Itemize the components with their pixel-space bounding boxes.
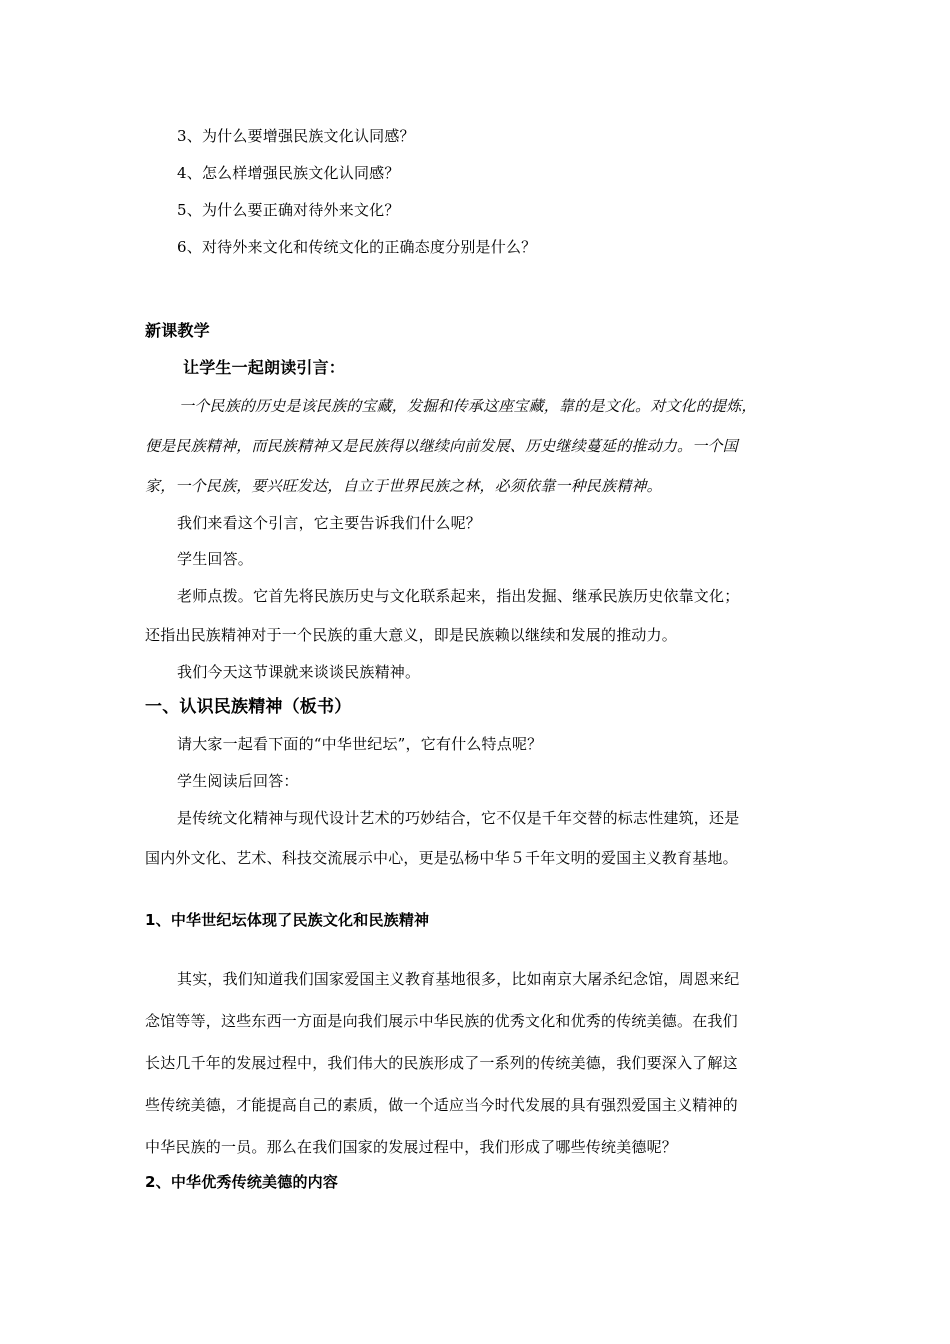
body-line: 中华民族的一员。那么在我们国家的发展过程中，我们形成了哪些传统美德呢？	[145, 1138, 678, 1156]
answer-line: 国内外文化、艺术、科技交流展示中心，更是弘杨中华５千年文明的爱国主义教育基地。	[145, 849, 738, 867]
teacher-comment-line: 还指出民族精神对于一个民族的重大意义，即是民族赖以继续和发展的推动力。	[145, 626, 678, 644]
question-item: 4、怎么样增强民族文化认同感？	[177, 164, 400, 182]
heading-subsection-2: 2、中华优秀传统美德的内容	[145, 1173, 339, 1191]
heading-section-1: 一、认识民族精神（板书）	[145, 697, 352, 717]
paragraph-student-answer: 学生回答。	[177, 550, 254, 568]
question-item: 3、为什么要增强民族文化认同感？	[177, 127, 415, 145]
question-item: 6、对待外来文化和传统文化的正确态度分别是什么？	[177, 238, 537, 256]
body-line: 念馆等等，这些东西一方面是向我们展示中华民族的优秀文化和优秀的传统美德。在我们	[145, 1012, 738, 1030]
paragraph-read-answer: 学生阅读后回答：	[177, 772, 299, 790]
body-line: 其实，我们知道我们国家爱国主义教育基地很多，比如南京大屠杀纪念馆，周恩来纪	[177, 970, 740, 988]
heading-new-lesson: 新课教学	[145, 321, 210, 340]
quote-line: 便是民族精神，而民族精神又是民族得以继续向前发展、历史继续蔓延的推动力。一个国	[145, 437, 738, 455]
paragraph-look: 请大家一起看下面的“中华世纪坛”，它有什么特点呢？	[177, 735, 543, 753]
paragraph-today: 我们今天这节课就来谈谈民族精神。	[177, 663, 421, 681]
quote-line: 一个民族的历史是该民族的宝藏，发掘和传承这座宝藏，靠的是文化。对文化的提炼，	[179, 397, 757, 415]
quote-line: 家，一个民族，要兴旺发达，自立于世界民族之林，必须依靠一种民族精神。	[145, 477, 662, 495]
teacher-comment-line: 老师点拨。它首先将民族历史与文化联系起来，指出发掘、继承民族历史依靠文化；	[177, 587, 740, 605]
body-line: 长达几千年的发展过程中，我们伟大的民族形成了一系列的传统美德，我们要深入了解这	[145, 1054, 738, 1072]
paragraph-question: 我们来看这个引言，它主要告诉我们什么呢？	[177, 514, 482, 532]
heading-subsection-1: 1、中华世纪坛体现了民族文化和民族精神	[145, 911, 430, 929]
answer-line: 是传统文化精神与现代设计艺术的巧妙结合，它不仅是千年交替的标志性建筑，还是	[177, 809, 740, 827]
intro-prompt: 让学生一起朗读引言：	[183, 358, 346, 377]
question-item: 5、为什么要正确对待外来文化？	[177, 201, 400, 219]
body-line: 些传统美德，才能提高自己的素质，做一个适应当今时代发展的具有强烈爱国主义精神的	[145, 1096, 738, 1114]
